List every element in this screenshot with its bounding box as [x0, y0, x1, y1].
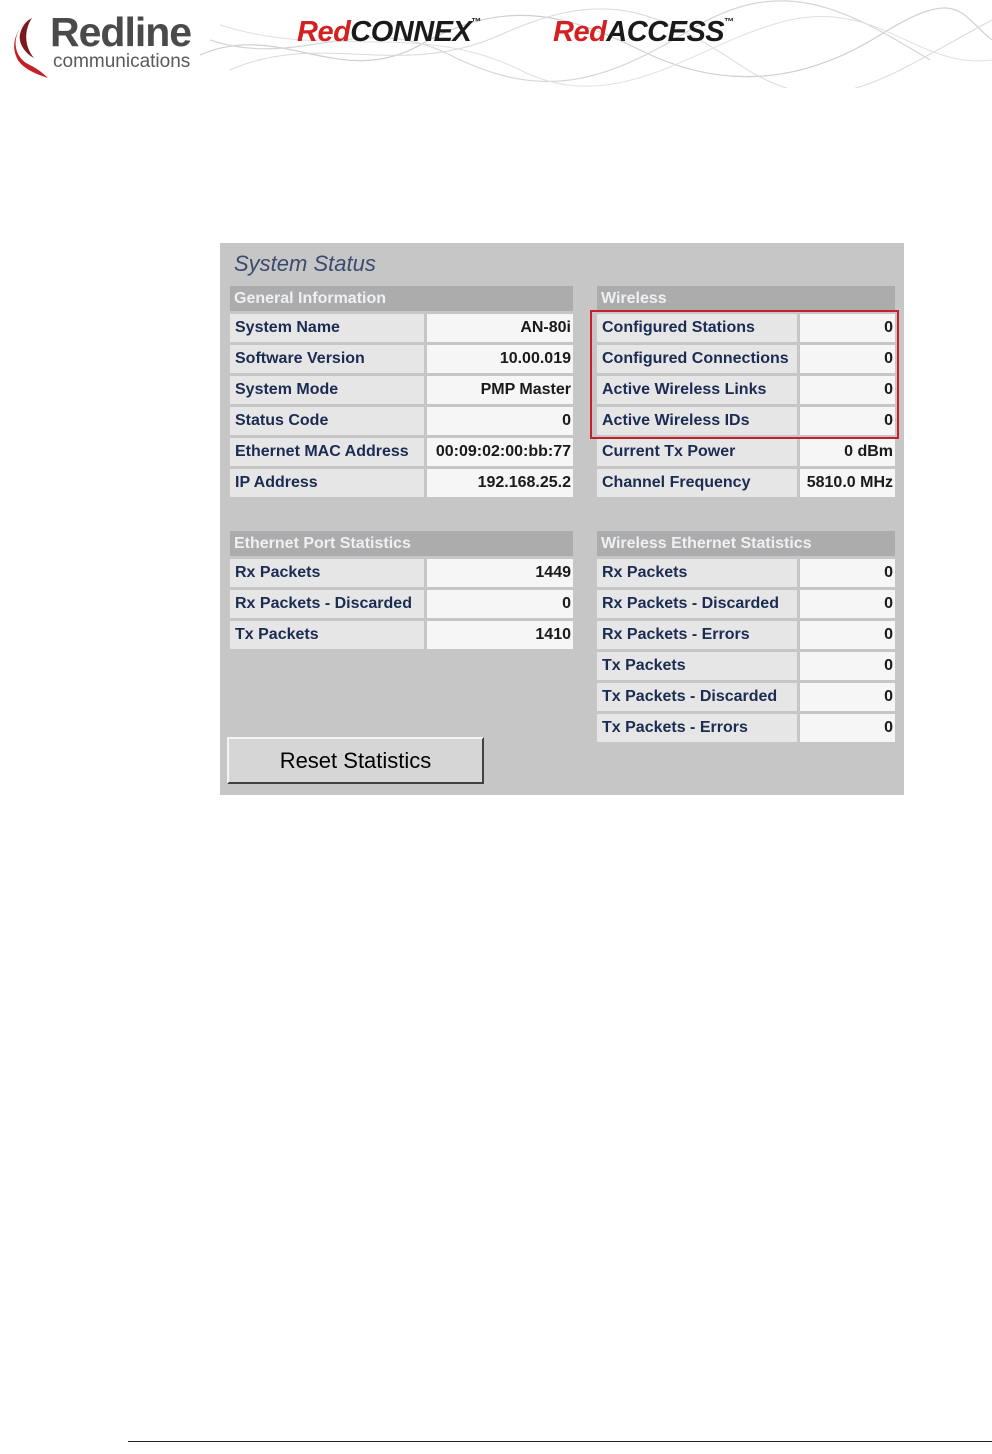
product-name-red-part: Red	[297, 16, 351, 48]
product-name-black-part: ACCESS	[606, 16, 725, 48]
row-value: 0	[800, 407, 895, 435]
row-value: AN-80i	[427, 314, 573, 342]
wireless-ethernet-statistics-table	[597, 528, 895, 745]
row-value: 0	[427, 407, 573, 435]
table-row	[597, 652, 895, 680]
trademark-mark: ™	[471, 17, 481, 28]
brand-subtitle: communications	[53, 51, 191, 72]
row-label: Rx Packets	[597, 559, 800, 587]
table-row	[597, 621, 895, 649]
reset-statistics-button[interactable]: Reset Statistics	[227, 737, 484, 784]
row-label: Tx Packets	[230, 621, 427, 649]
system-status-panel	[220, 243, 904, 795]
row-value: 192.168.25.2	[427, 469, 573, 497]
table-row	[597, 559, 895, 587]
row-label: Configured Connections	[597, 345, 800, 373]
row-value: 0	[427, 590, 573, 618]
table-row	[597, 469, 895, 497]
table-row	[597, 314, 895, 342]
table-row	[597, 438, 895, 466]
table-row	[230, 438, 573, 466]
table-row	[230, 621, 573, 649]
row-label: Tx Packets	[597, 652, 800, 680]
row-value: 0	[800, 590, 895, 618]
table-row	[230, 376, 573, 404]
redline-logo-icon	[6, 16, 50, 80]
row-label: Software Version	[230, 345, 427, 373]
ethernet-port-statistics-table	[230, 528, 573, 652]
page-header	[0, 0, 992, 88]
row-label: Rx Packets - Errors	[597, 621, 800, 649]
row-value: 0	[800, 652, 895, 680]
row-value: 0 dBm	[800, 438, 895, 466]
table-heading: General Information	[230, 286, 573, 311]
product-logo-redaccess	[553, 18, 734, 47]
table-row	[597, 714, 895, 742]
table-row	[597, 683, 895, 711]
row-value: PMP Master	[427, 376, 573, 404]
panel-title: System Status	[234, 251, 376, 276]
row-value: 0	[800, 683, 895, 711]
product-name-red-part: Red	[553, 16, 607, 48]
product-logo-redconnex	[297, 18, 481, 47]
table-row	[597, 376, 895, 404]
table-row	[597, 345, 895, 373]
row-value: 10.00.019	[427, 345, 573, 373]
row-value: 0	[800, 559, 895, 587]
row-value: 0	[800, 621, 895, 649]
row-label: Tx Packets - Errors	[597, 714, 800, 742]
trademark-mark: ™	[724, 17, 734, 28]
row-value: 0	[800, 345, 895, 373]
row-label: Current Tx Power	[597, 438, 800, 466]
row-label: Rx Packets	[230, 559, 427, 587]
table-heading: Wireless Ethernet Statistics	[597, 531, 895, 556]
brand-name: Redline	[50, 9, 192, 55]
row-label: IP Address	[230, 469, 427, 497]
row-label: System Name	[230, 314, 427, 342]
row-value: 1410	[427, 621, 573, 649]
product-name-black-part: CONNEX	[350, 16, 472, 48]
table-heading: Wireless	[597, 286, 895, 311]
table-heading: Ethernet Port Statistics	[230, 531, 573, 556]
row-value: 0	[800, 714, 895, 742]
table-row	[230, 407, 573, 435]
table-row	[597, 590, 895, 618]
table-row	[230, 559, 573, 587]
table-row	[230, 314, 573, 342]
row-label: Channel Frequency	[597, 469, 800, 497]
table-row	[230, 469, 573, 497]
row-value: 1449	[427, 559, 573, 587]
row-value: 00:09:02:00:bb:77	[427, 438, 573, 466]
wireless-table	[597, 283, 895, 500]
row-value: 0	[800, 376, 895, 404]
table-row	[230, 590, 573, 618]
footer-divider	[128, 1441, 992, 1442]
table-row	[230, 345, 573, 373]
row-label: Tx Packets - Discarded	[597, 683, 800, 711]
row-label: Rx Packets - Discarded	[230, 590, 427, 618]
general-information-table	[230, 283, 573, 500]
row-label: Status Code	[230, 407, 427, 435]
row-value: 5810.0 MHz	[800, 469, 895, 497]
row-label: Active Wireless Links	[597, 376, 800, 404]
row-value: 0	[800, 314, 895, 342]
row-label: Active Wireless IDs	[597, 407, 800, 435]
row-label: Rx Packets - Discarded	[597, 590, 800, 618]
table-row	[597, 407, 895, 435]
row-label: System Mode	[230, 376, 427, 404]
row-label: Configured Stations	[597, 314, 800, 342]
row-label: Ethernet MAC Address	[230, 438, 427, 466]
